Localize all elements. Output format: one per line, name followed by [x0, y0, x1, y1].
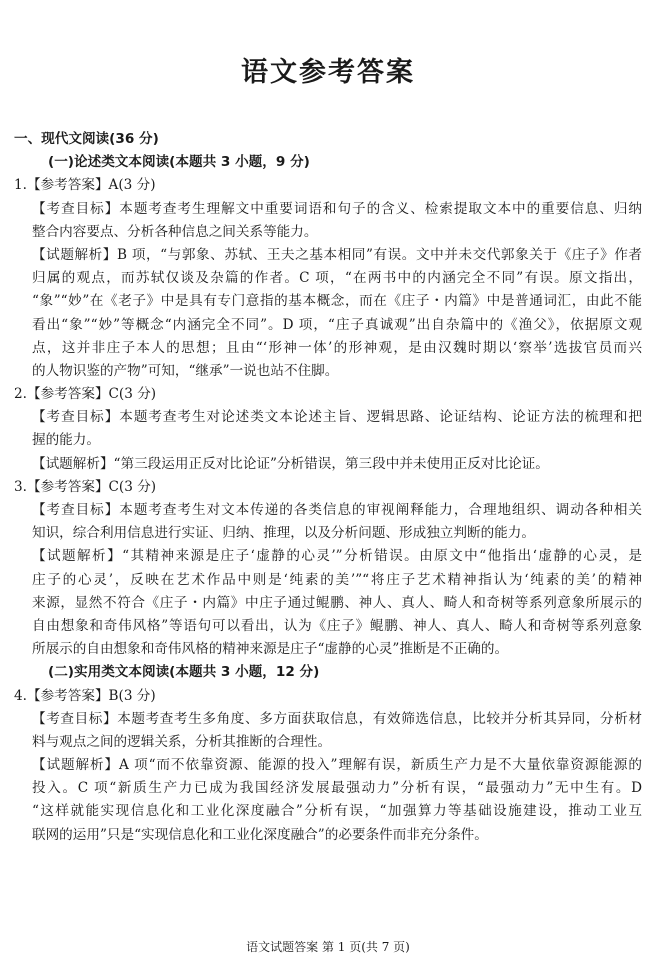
text-line: 料与观点之间的逻辑关系，分析其推断的合理性。: [32, 733, 332, 750]
text-line: 的人物识鉴的产物”可知，“继承”一说也站不住脚。: [32, 362, 339, 379]
text-line: (一)论述类文本阅读(本题共 3 小题，9 分): [48, 154, 310, 171]
document-body: [14, 128, 642, 847]
text-line: 一、现代文阅读(36 分): [14, 131, 159, 147]
text-line: 归属的观点，而苏轼仅谈及杂篇的作者。C 项，“在两书中的内涵完全不同”有误。原文指出，: [32, 270, 642, 287]
text-line: 【试题解析】“其精神来源是庄子‘虚静的心灵’”分析错误。由原文中“他指出‘虚静的心灵，是: [32, 548, 642, 565]
text-line: 4.【参考答案】B(3 分): [14, 687, 156, 704]
text-line: 所展示的自由想象和奇伟风格的精神来源是庄子“虚静的心灵”推断是不正确的。: [32, 641, 509, 658]
text-line: 【试题解析】“第三段运用正反对比论证”分析错误，第三段中并未使用正反对比论证。: [32, 455, 549, 472]
text-line: 1.【参考答案】A(3 分): [14, 177, 156, 194]
text-line: 投入。C 项“新质生产力已成为我国经济发展最强动力”分析有误，“最强动力”无中生有。D: [32, 780, 642, 797]
text-line: 知识，综合利用信息进行实证、归纳、推理，以及分析问题、形成独立判断的能力。: [32, 525, 535, 542]
text-line: 看出“象”“妙”等概念“内涵完全不同”。D 项，“庄子真诚观”出自杂篇中的《渔父》，依据原文观: [32, 316, 642, 333]
text-line: 整合内容要点、分析各种信息之间关系等能力。: [32, 223, 318, 240]
page-title: 语文参考答案: [241, 57, 415, 88]
text-line: 自由想象和奇伟风格”等语句可以看出，认为《庄子》鲲鹏、神人、真人、畸人和奇树等系列意象: [32, 617, 642, 634]
text-line: (二)实用类文本阅读(本题共 3 小题，12 分): [48, 664, 320, 681]
text-line: 【试题解析】B 项，“与郭象、苏轼、王夫之基本相同”有误。文中并未交代郭象关于《庄子》作者: [32, 246, 642, 263]
text-line: 握的能力。: [32, 432, 100, 449]
text-line: 【考查目标】本题考查考生多角度、多方面获取信息，有效筛选信息，比较并分析其异同，分析材: [32, 710, 642, 727]
text-line: “这样就能实现信息化和工业化深度融合”分析有误，“加强算力等基础设施建设，推动工业互: [32, 803, 642, 820]
page-footer: 语文试题答案 第 1 页(共 7 页): [246, 940, 410, 954]
text-line: 【考查目标】本题考查考生理解文中重要词语和句子的含义、检索提取文本中的重要信息、归纳: [32, 200, 642, 217]
text-line: 庄子的心灵’，反映在艺术作品中则是‘纯素的美’”“将庄子艺术精神指认为‘纯素的美’的精神: [32, 571, 642, 588]
text-line: 【试题解析】A 项“而不依靠资源、能源的投入”理解有误，新质生产力是不大量依靠资源能源的: [32, 757, 642, 774]
text-line: “象”“妙”在《老子》中是具有专门意指的基本概念，而在《庄子・内篇》中是普通词汇，由此不能: [32, 293, 642, 310]
text-line: 【考查目标】本题考查考生对文本传递的各类信息的审视阐释能力，合理地组织、调动各种相关: [32, 502, 642, 518]
text-line: 联网的运用”只是“实现信息化和工业化深度融合”的必要条件而非充分条件。: [32, 826, 488, 843]
text-line: 【考查目标】本题考查考生对论述类文本论述主旨、逻辑思路、论证结构、论证方法的梳理和把: [32, 409, 642, 426]
text-line: 点，这并非庄子本人的思想；且由“‘形神一体’的形神观，是由汉魏时期以‘察举’选拔官员而兴: [32, 339, 642, 356]
text-line: 2.【参考答案】C(3 分): [14, 386, 157, 403]
text-line: 3.【参考答案】C(3 分): [14, 478, 157, 495]
text-line: 来源，显然不符合《庄子・内篇》中庄子通过鲲鹏、神人、真人、畸人和奇树等系列意象所展示的: [32, 594, 642, 611]
